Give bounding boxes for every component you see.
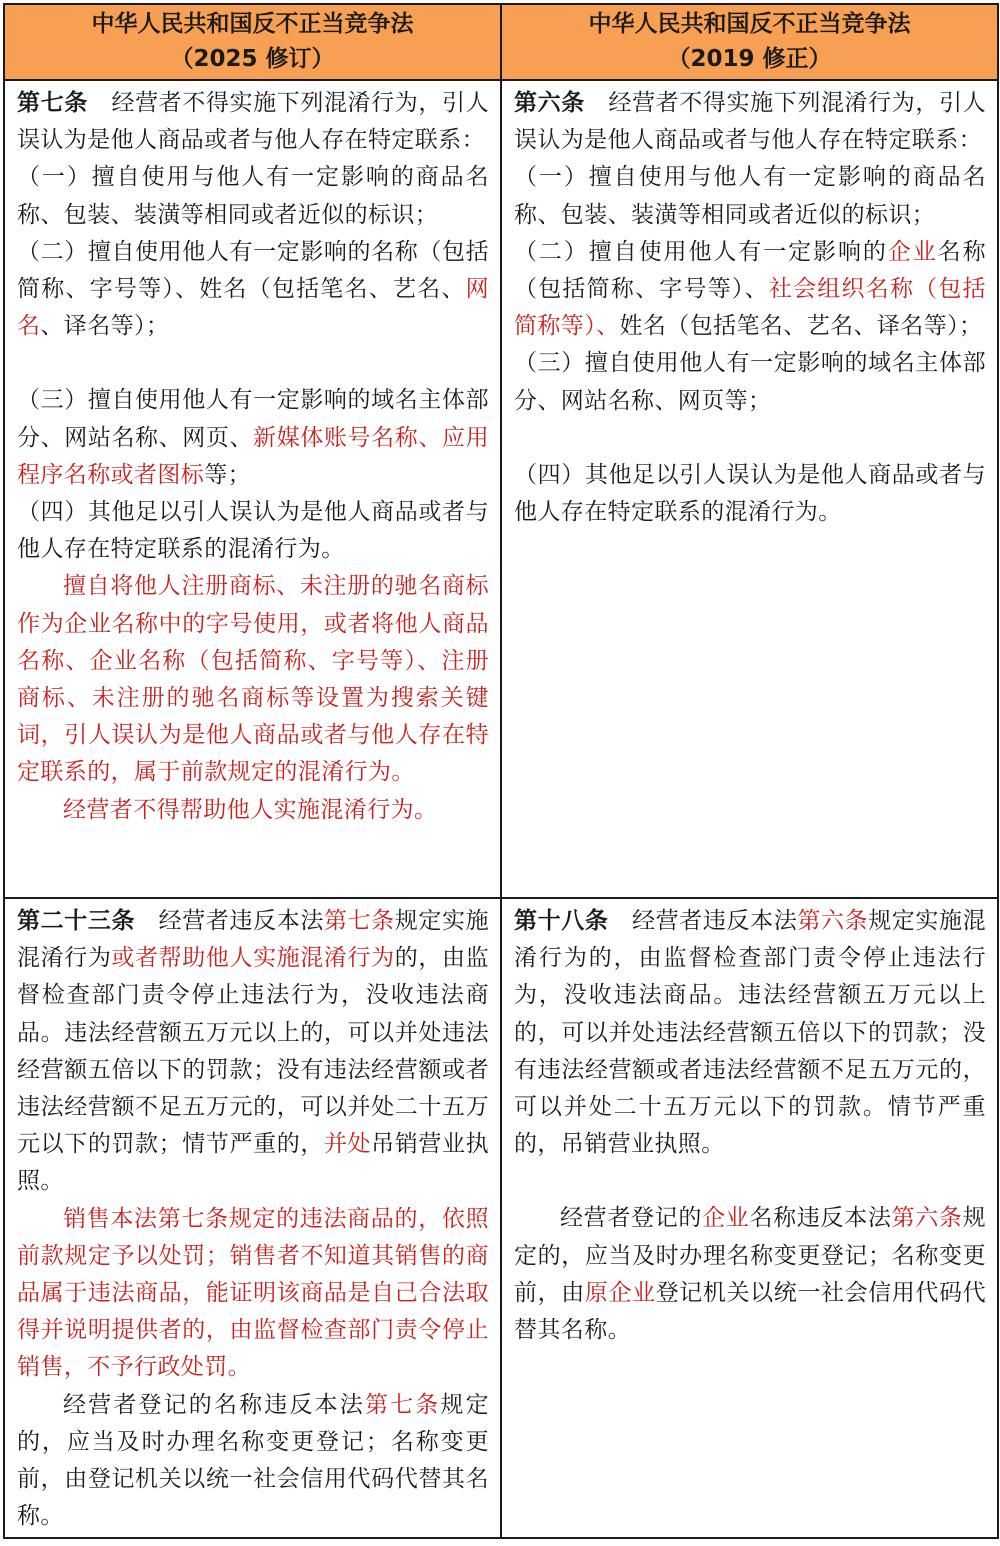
new-paragraph-sellers: 销售本法第七条规定的违法商品的，依照前款规定予以处罚；销售者不知道其销售的商品属于违法商品，能证明该商品是自己合法取得并说明提供者的，由监督检查部门责令停止销售，不予行政处罚。 xyxy=(17,1205,489,1381)
item-2-text-a: （二）擅自使用他人有一定影响的 xyxy=(514,238,888,265)
row-confusion-acts xyxy=(4,80,998,898)
body-added-concurrent: 并处 xyxy=(323,1131,372,1158)
name-change-text-d: 登记机关以统一社会信用代码代替其名称。 xyxy=(514,1279,987,1344)
body-text-1: 经营者违反本法 xyxy=(608,908,798,934)
name-change-ref: 第六条 xyxy=(891,1205,963,1232)
article-number: 第七条 xyxy=(17,90,88,116)
article-intro-text: 经营者不得实施下列混淆行为，引人误认为是他人商品或者与他人存在特定联系： xyxy=(17,90,489,154)
name-change-text-a: 经营者登记的 xyxy=(560,1205,703,1232)
item-3-text-a: （三）擅自使用他人有一定影响的域名主体部分、网站名称、网页、 xyxy=(17,387,489,451)
body-added-assist: 或者帮助他人实施混淆行为 xyxy=(111,945,395,972)
item-1: （一）擅自使用与他人有一定影响的商品名称、包装、装潢等相同或者近似的标识； xyxy=(514,164,986,228)
header-row xyxy=(4,4,998,80)
article-intro xyxy=(17,85,489,159)
spacer xyxy=(514,420,986,457)
paragraph-name-change xyxy=(17,1387,489,1536)
name-change-text-a: 经营者登记的名称违反本法 xyxy=(63,1391,365,1418)
item-4: （四）其他足以引人误认为是他人商品或者与他人存在特定联系的混淆行为。 xyxy=(17,499,489,563)
item-3-text-b: 等； xyxy=(204,461,252,488)
article-intro xyxy=(514,85,986,159)
article-number: 第二十三条 xyxy=(17,908,136,934)
article-number: 第六条 xyxy=(514,90,585,116)
item-2 xyxy=(17,234,489,346)
body-text-4: 吊销营业执照。 xyxy=(17,1131,490,1195)
item-2-text-b: 、译名等）； xyxy=(40,313,170,340)
header-right xyxy=(501,4,998,80)
paragraph-name-change xyxy=(514,1200,986,1349)
article-body xyxy=(17,903,489,1201)
row-penalties xyxy=(4,898,998,1538)
item-2-changed-1: 企业 xyxy=(887,238,938,265)
item-2 xyxy=(514,234,986,346)
item-2-text-a: （二）擅自使用他人有一定影响的名称（包括简称、字号等）、姓名（包括笔名、艺名、 xyxy=(17,238,489,303)
name-change-changed-2: 原企业 xyxy=(584,1279,656,1306)
spacer xyxy=(17,345,489,382)
header-left xyxy=(4,4,501,80)
item-2-changed-2: 社会组织名称（包括简称等）、 xyxy=(514,276,986,340)
body-text-3: 的，由监督检查部门责令停止违法行为，没收违法商品。违法经营额五万元以上的，可以并处违法经营额五倍以下的罚款；没有违法经营额或者违法经营额不足五万元的，可以并处二十五万元以下的罚款；情节严重的， xyxy=(17,945,489,1158)
name-change-changed-1: 企业 xyxy=(702,1205,750,1232)
article-intro-text: 经营者不得实施下列混淆行为，引人误认为是他人商品或者与他人存在特定联系： xyxy=(514,90,986,154)
name-change-text-b: 名称违反本法 xyxy=(749,1205,892,1232)
name-change-ref: 第七条 xyxy=(364,1391,441,1418)
item-3-added: 新媒体账号名称、应用程序名称或者图标 xyxy=(17,424,490,488)
name-change-text-c: 规定的，应当及时办理名称变更登记；名称变更前，由 xyxy=(514,1205,987,1306)
header-left-edition: （2025 修订） xyxy=(170,46,335,72)
cell-2025-article-23 xyxy=(4,898,501,1538)
new-paragraph-assist: 经营者不得帮助他人实施混淆行为。 xyxy=(63,796,438,823)
body-ref-changed: 第七条 xyxy=(323,908,395,934)
name-change-text-b: 规定的，应当及时办理名称变更登记；名称变更前，由登记机关以统一社会信用代码代替其名称。 xyxy=(17,1391,489,1530)
new-paragraph-keywords: 擅自将他人注册商标、未注册的驰名商标作为企业名称中的字号使用，或者将他人商品名称、企业名称（包括简称、字号等）、注册商标、未注册的驰名商标等设置为搜索关键词，引人误认为是他人商品或者与他人存在特定联系的，属于前款规定的混淆行为。 xyxy=(17,573,489,786)
body-text-2: 规定实施混淆行为 xyxy=(17,908,490,972)
header-left-title: 中华人民共和国反不正当竞争法 xyxy=(91,11,414,37)
article-body xyxy=(514,903,986,1163)
item-4: （四）其他足以引人误认为是他人商品或者与他人存在特定联系的混淆行为。 xyxy=(514,461,986,526)
item-3: （三）擅自使用他人有一定影响的域名主体部分、网站名称、网页等； xyxy=(514,350,986,414)
cell-2019-article-18 xyxy=(501,898,998,1538)
item-3 xyxy=(17,382,489,494)
spacer xyxy=(514,1163,986,1200)
item-1: （一）擅自使用与他人有一定影响的商品名称、包装、装潢等相同或者近似的标识； xyxy=(17,164,489,228)
cell-2019-article-6 xyxy=(501,80,998,898)
item-2-text-b: 名称（包括简称、字号等）、 xyxy=(514,238,986,303)
item-2-added: 网名 xyxy=(17,276,489,340)
article-number: 第十八条 xyxy=(514,908,609,934)
comparison-table xyxy=(3,3,999,1539)
body-text-2: 规定实施混淆行为的，由监督检查部门责令停止违法行为，没收违法商品。违法经营额五万元以上的，可以并处违法经营额五倍以下的罚款；没有违法经营额或者违法经营额不足五万元的，可以并处二十五万元以下的罚款。情节严重的，吊销营业执照。 xyxy=(514,908,987,1158)
header-right-title: 中华人民共和国反不正当竞争法 xyxy=(588,11,911,37)
body-text-1: 经营者违反本法 xyxy=(135,908,324,934)
body-ref-changed: 第六条 xyxy=(797,908,869,934)
item-2-text-c: 姓名（包括笔名、艺名、译名等）； xyxy=(619,313,983,340)
cell-2025-article-7 xyxy=(4,80,501,898)
header-right-edition: （2019 修正） xyxy=(667,46,832,72)
